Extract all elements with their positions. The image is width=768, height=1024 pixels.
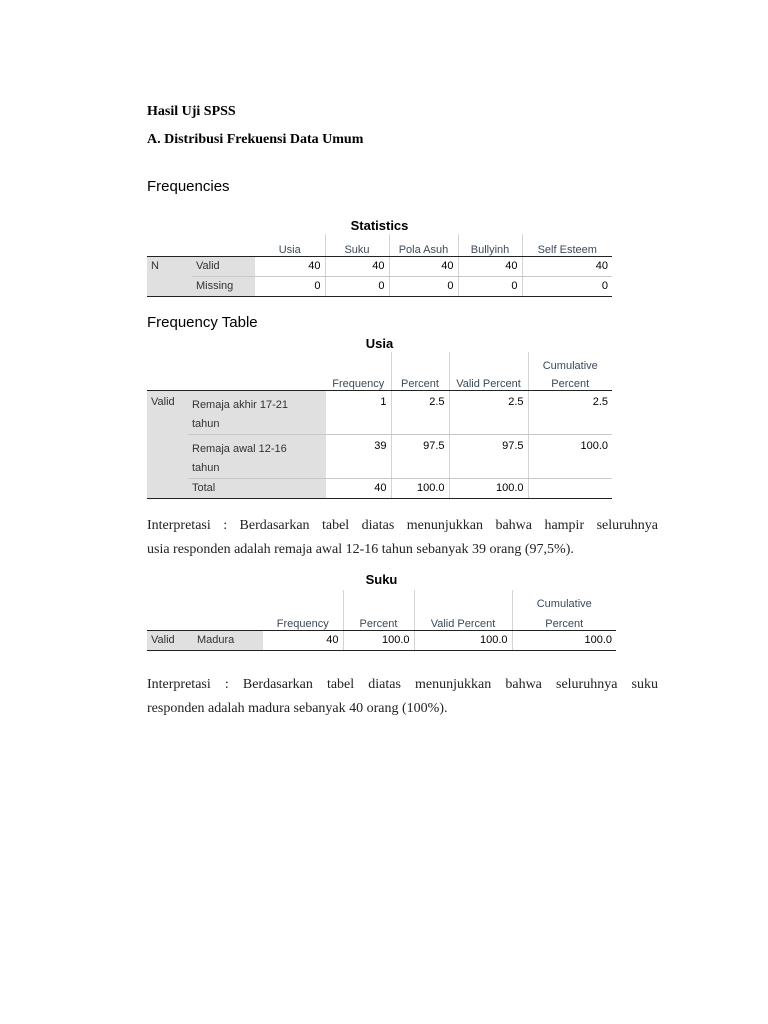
paragraph-line: Interpretasi : Berdasarkan tabel diatas menunjukkan bahwa hampir seluruhnya xyxy=(147,518,658,533)
row-label: Total xyxy=(188,478,326,498)
table-row xyxy=(147,630,616,650)
paragraph-line: responden adalah madura sebanyak 40 orang (100%). xyxy=(147,701,448,716)
cell-value: 0 xyxy=(458,276,522,296)
column-header: Suku xyxy=(325,234,389,256)
statistics-header-row xyxy=(147,234,612,256)
column-header: Percent xyxy=(528,372,612,390)
row-group-label: Valid xyxy=(147,630,193,650)
cell-value: 97.5 xyxy=(449,434,528,478)
cell-value: 40 xyxy=(326,478,391,498)
interpretasi-paragraph-1 xyxy=(147,514,658,562)
table-row xyxy=(147,390,612,434)
cell-value: 0 xyxy=(325,276,389,296)
cell-value: 40 xyxy=(255,256,325,276)
column-header: Valid Percent xyxy=(449,372,528,390)
column-header: Valid Percent xyxy=(414,610,512,630)
column-header: Self Esteem xyxy=(522,234,612,256)
table-row xyxy=(147,256,612,276)
column-header: Percent xyxy=(343,610,414,630)
table-row xyxy=(147,434,612,478)
cell-value: 2.5 xyxy=(391,390,449,434)
cell-value: 2.5 xyxy=(528,390,612,434)
cell-value: 40 xyxy=(389,256,458,276)
cell-value: 0 xyxy=(522,276,612,296)
row-label: Remaja akhir 17-21 tahun xyxy=(188,390,326,434)
cell-value: 97.5 xyxy=(391,434,449,478)
usia-header-row xyxy=(147,372,612,390)
suku-table-title: Suku xyxy=(365,572,398,587)
cell-value: 100.0 xyxy=(343,630,414,650)
column-header: Percent xyxy=(391,372,449,390)
statistics-table-title: Statistics xyxy=(350,218,409,233)
cell-value: 100.0 xyxy=(528,434,612,478)
cell-value: 40 xyxy=(522,256,612,276)
column-header: Frequency xyxy=(263,610,343,630)
row-group-label: N xyxy=(147,256,192,276)
usia-table xyxy=(147,352,612,499)
column-header: Bullyinh xyxy=(458,234,522,256)
usia-table-title: Usia xyxy=(365,336,394,351)
row-label: Madura xyxy=(193,630,263,650)
column-header: Pola Asuh xyxy=(389,234,458,256)
row-label: Valid xyxy=(192,256,255,276)
interpretasi-paragraph-2 xyxy=(147,673,658,721)
cell-value: 40 xyxy=(325,256,389,276)
column-header: Percent xyxy=(512,610,616,630)
row-label: Missing xyxy=(192,276,255,296)
cell-value: 40 xyxy=(263,630,343,650)
cell-value: 0 xyxy=(389,276,458,296)
table-row xyxy=(147,276,612,296)
cell-value: 2.5 xyxy=(449,390,528,434)
cell-value: 40 xyxy=(458,256,522,276)
total-row xyxy=(147,478,612,498)
statistics-table xyxy=(147,234,612,297)
suku-header-row xyxy=(147,610,616,630)
column-header: Frequency xyxy=(326,372,391,390)
row-group-label: Valid xyxy=(147,390,188,434)
cell-value: 100.0 xyxy=(512,630,616,650)
frequencies-title: Frequencies xyxy=(147,178,230,195)
document-title: Hasil Uji SPSS xyxy=(147,104,236,119)
frequency-table-title: Frequency Table xyxy=(147,314,258,331)
cell-value: 39 xyxy=(326,434,391,478)
cell-value: 100.0 xyxy=(391,478,449,498)
suku-table xyxy=(147,590,616,651)
paragraph-line: usia responden adalah remaja awal 12-16 tahun sebanyak 39 orang (97,5%). xyxy=(147,542,574,557)
column-header: Usia xyxy=(255,234,325,256)
cell-value: 0 xyxy=(255,276,325,296)
cell-value: 1 xyxy=(326,390,391,434)
cell-value: 100.0 xyxy=(414,630,512,650)
paragraph-line: Interpretasi : Berdasarkan tabel diatas menunjukkan bahwa seluruhnya suku xyxy=(147,677,658,692)
section-heading: A. Distribusi Frekuensi Data Umum xyxy=(147,132,364,147)
row-label: Remaja awal 12-16 tahun xyxy=(188,434,326,478)
column-header: Cumulative xyxy=(528,352,612,372)
cell-value xyxy=(528,478,612,498)
cell-value: 100.0 xyxy=(449,478,528,498)
column-header: Cumulative xyxy=(512,590,616,610)
